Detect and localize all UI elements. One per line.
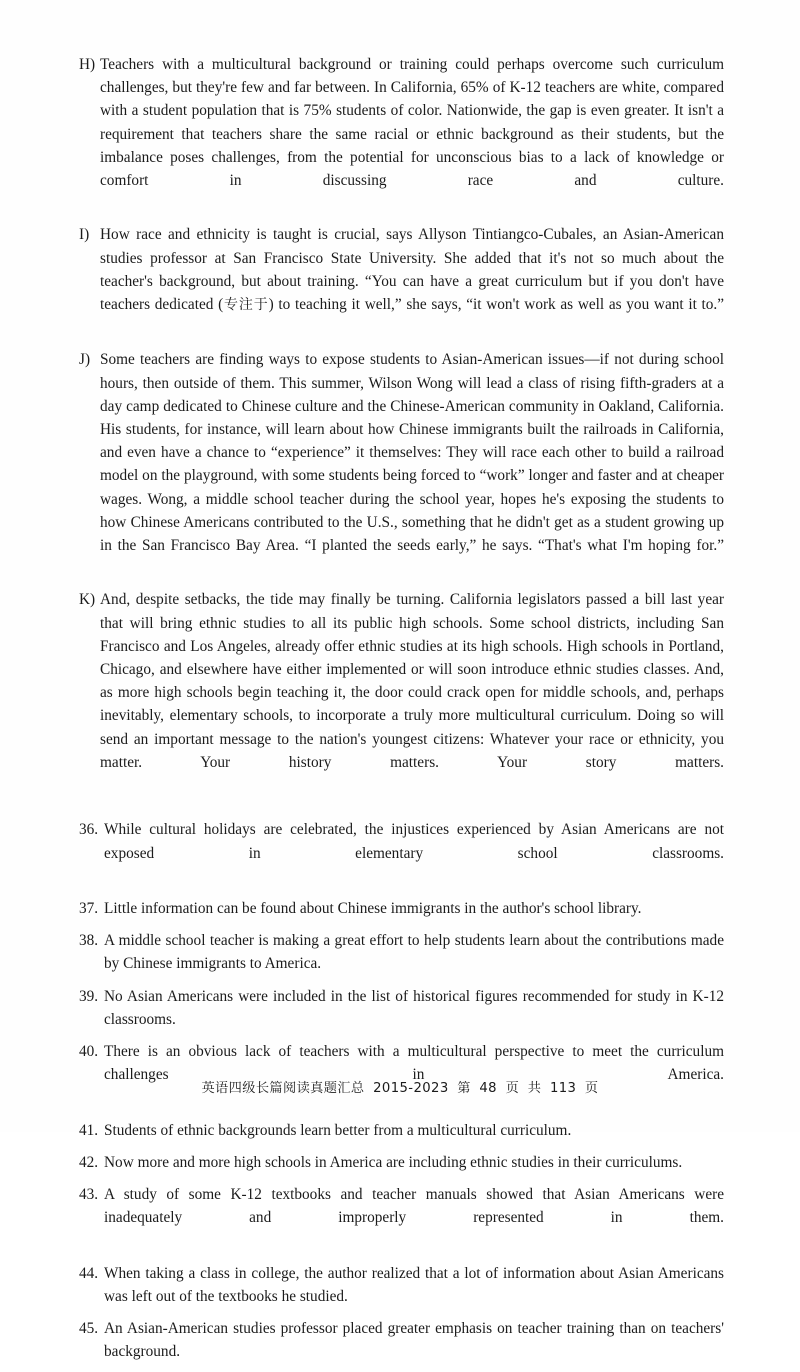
question-number-38: 38.: [79, 932, 99, 950]
question-number-45: 45.: [79, 1319, 99, 1337]
question-item-42: [79, 1151, 724, 1174]
paragraph-marker-h: H): [79, 56, 96, 73]
paragraph-marker-i: I): [79, 226, 90, 244]
passage-paragraph-h: [79, 53, 724, 215]
question-text-39: No Asian Americans were included in the list of historical figures recommended for study in K-12 classrooms.: [104, 987, 724, 1028]
paragraph-i-text-before-gloss: How race and ethnicity is taught is crucial, says Allyson Tintiangco-Cubales, an Asian-American studies professor at San Francisco State University. She added that it's not so much about the teacher's background, but about training. “You can have a great curriculum but if you don't have teachers dedicated (: [100, 226, 724, 314]
question-item-45: [79, 1317, 724, 1363]
question-number-39: 39.: [79, 987, 99, 1005]
passage-paragraph-i: [79, 223, 724, 340]
passage-paragraph-k: [79, 588, 724, 797]
paragraph-i-text-after-gloss: ) to teaching it well,” she says, “it won't work as well as you want it to.”: [268, 296, 725, 314]
question-text-41: Students of ethnic backgrounds learn better from a multicultural curriculum.: [104, 1121, 572, 1139]
footer-total-prefix: 共: [527, 1081, 542, 1096]
footer-title: 英语四级长篇阅读真题汇总: [201, 1081, 365, 1096]
question-text-40: There is an obvious lack of teachers with a multicultural perspective to meet the curriculum challenges in America.: [104, 1042, 724, 1084]
question-item-39: [79, 985, 724, 1031]
page-footer: [0, 1077, 800, 1096]
question-item-41: [79, 1119, 724, 1142]
question-item-40: [79, 1040, 724, 1110]
question-text-37: Little information can be found about Chinese immigrants in the author's school library.: [104, 899, 642, 917]
paragraph-text-i: [100, 223, 724, 340]
chinese-gloss-zhuanzhuyu: 专注于: [223, 297, 269, 314]
footer-page-number: 48: [479, 1081, 497, 1096]
question-number-37: 37.: [79, 899, 99, 917]
question-text-42: Now more and more high schools in America are including ethnic studies in their curriculums.: [104, 1153, 683, 1171]
footer-page-unit: 页: [505, 1081, 520, 1096]
footer-total-unit: 页: [584, 1081, 599, 1096]
question-item-38: [79, 929, 724, 975]
question-text-38: A middle school teacher is making a great effort to help students learn about the contributions made by Chinese immigrants to America.: [104, 932, 724, 973]
paragraph-marker-j: J): [79, 351, 91, 369]
question-number-40: 40.: [79, 1042, 99, 1060]
question-item-43: [79, 1183, 724, 1253]
question-text-43: A study of some K-12 textbooks and teacher manuals showed that Asian Americans were inadequately and improperly represented in them.: [104, 1185, 724, 1227]
footer-year-range: 2015-2023: [373, 1081, 449, 1096]
paragraph-text-j: Some teachers are finding ways to expose students to Asian-American issues—if not during school hours, then outside of them. This summer, Wilson Wong will lead a class of rising fifth-graders at a day camp dedicated to Chinese culture and the Chinese-American community in Oakland, California. His students, for instance, will learn about how Chinese immigrants built the railroads in California, and even have a chance to “experience” it themselves: They will race each other to build a railroad model on the playground, with some students being forced to “work” longer and faster and at cheaper wages. Wong, a middle school teacher during the school year, hopes he's exposing the students to how Chinese Americans contributed to the U.S., something that he didn't get as a student growing up in the San Francisco Bay Area. “I planted the seeds early,” he says. “That's what I'm hoping for.”: [100, 351, 724, 555]
question-number-42: 42.: [79, 1153, 99, 1171]
question-number-41: 41.: [79, 1121, 99, 1139]
passage-paragraph-j: [79, 348, 724, 580]
question-number-43: 43.: [79, 1185, 99, 1203]
paragraph-text-k: And, despite setbacks, the tide may finally be turning. California legislators passed a bill last year that will bring ethnic studies to all its public high schools. Some school districts, including San Francisco and Los Angeles, already offer ethnic studies at its high schools. High schools in Portland, Chicago, and elsewhere have either implemented or will soon introduce ethnic studies classes. And, as more high schools begin teaching it, the door could crack open for middle schools, and, perhaps inevitably, elementary schools, to incorporate a truly more multicultural curriculum. Doing so will send an important message to the nation's youngest citizens: Whatever your race or ethnicity, you matter. Your history matters. Your story matters.: [100, 591, 724, 771]
question-number-44: 44.: [79, 1264, 99, 1282]
footer-page-prefix: 第: [457, 1081, 471, 1096]
question-number-36: 36.: [79, 821, 99, 839]
paragraph-marker-k: K): [79, 591, 96, 609]
question-text-45: An Asian-American studies professor placed greater emphasis on teacher training than on teachers' background.: [104, 1319, 724, 1361]
page-content: [79, 53, 724, 1372]
paragraph-text-h: Teachers with a multicultural background or training could perhaps overcome such curriculum challenges, but they're few and far between. In California, 65% of K-12 teachers are white, compared with a student population that is 75% students of color. Nationwide, the gap is even greater. It isn't a requirement that teachers share the same racial or ethnic background as their students, but the imbalance poses challenges, from the potential for unconscious bias to a lack of knowledge or comfort in discussing race and culture.: [100, 56, 724, 190]
question-text-44: When taking a class in college, the author realized that a lot of information about Asian Americans was left out of the textbooks he studied.: [104, 1264, 724, 1305]
question-item-44: [79, 1262, 724, 1308]
question-item-37: [79, 897, 724, 920]
question-item-36: [79, 818, 724, 888]
footer-total-pages: 113: [549, 1081, 577, 1096]
question-text-36: While cultural holidays are celebrated, the injustices experienced by Asian Americans are not exposed in elementary school classrooms.: [104, 821, 724, 862]
